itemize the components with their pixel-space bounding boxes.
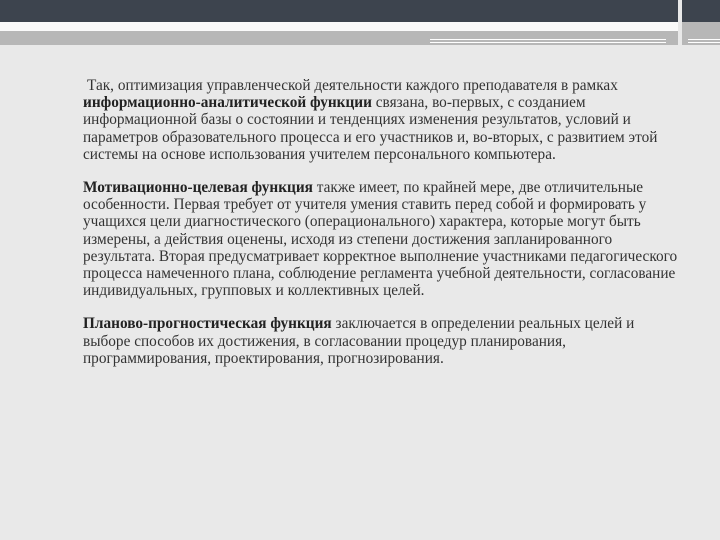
decorative-line (430, 39, 666, 40)
paragraph-term: Мотивационно-целевая функция (83, 179, 313, 197)
paragraph-text: также имеет, по крайней мере, две отличительные особенности. Первая требует от учителя умения ставить перед собой и формировать у учащихся цели диагностического (операционального) характера, которые могут быть измерены, а действия оценены, исходя из степени достижения запланированного результата. Вторая предусматривает корректное выполнение участниками педагогического процесса намеченного плана, соблюдение регламента учебной деятельности, согласование индивидуальных, групповых и коллективных целей. (83, 179, 678, 300)
decorative-line (688, 42, 720, 43)
paragraph-motivational (83, 179, 683, 299)
decorative-line (430, 42, 666, 43)
header-stripe (0, 22, 678, 31)
paragraph-text: заключается в определении реальных целей и выборе способов их достижения, в согласовании процедур планирования, программирования, проектирования, прогнозирования. (83, 315, 635, 367)
paragraph-planning (83, 315, 683, 367)
paragraph-text: Так, оптимизация управленческой деятельности каждого преподавателя в рамках (87, 77, 618, 94)
header-bar-corner (682, 0, 720, 22)
header-bar (0, 0, 678, 22)
paragraph-term: информационно-аналитической функции (83, 94, 372, 112)
paragraph-informational (83, 77, 683, 163)
slide-body (83, 77, 683, 367)
paragraph-text: связана, во-первых, с созданием информационной базы о состоянии и тенденциях изменения результатов, условий и параметров образовательного процесса и его участников и, во-вторых, с развитием этой системы на основе использования учителем персонального компьютера. (83, 94, 658, 163)
paragraph-term: Планово-прогностическая функция (83, 315, 332, 333)
decorative-line (688, 39, 720, 40)
